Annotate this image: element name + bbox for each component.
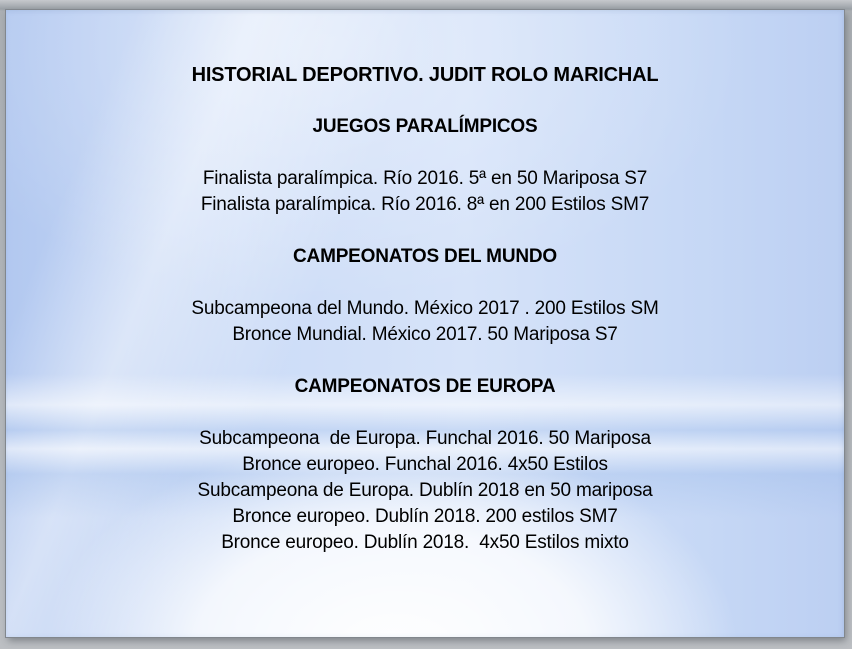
achievement-line: Subcampeona del Mundo. México 2017 . 200 Estilos SM: [191, 298, 659, 319]
achievement-line: Bronce europeo. Dublín 2018. 4x50 Estilos mixto: [221, 532, 629, 553]
page-title: HISTORIAL DEPORTIVO. JUDIT ROLO MARICHAL: [191, 64, 659, 86]
section-heading-juegos-paralimpicos: JUEGOS PARALÍMPICOS: [312, 116, 538, 137]
blank-line: [6, 88, 844, 114]
achievement-line: Bronce europeo. Funchal 2016. 4x50 Estilos: [242, 454, 608, 475]
blank-line: [6, 218, 844, 244]
section-heading-campeonatos-de-europa: CAMPEONATOS DE EUROPA: [294, 376, 556, 397]
blank-line: [6, 348, 844, 374]
section-heading-campeonatos-del-mundo: CAMPEONATOS DEL MUNDO: [293, 246, 557, 267]
blank-line: [6, 270, 844, 296]
blank-line: [6, 140, 844, 166]
achievement-line: Subcampeona de Europa. Funchal 2016. 50 Mariposa: [199, 428, 651, 449]
slide: [6, 10, 844, 637]
achievement-line: Bronce Mundial. México 2017. 50 Mariposa S7: [232, 324, 618, 345]
slide-text-block: [6, 10, 844, 556]
achievement-line: Subcampeona de Europa. Dublín 2018 en 50 mariposa: [197, 480, 653, 501]
achievement-line: Finalista paralímpica. Río 2016. 8ª en 200 Estilos SM7: [200, 194, 650, 215]
blank-line: [6, 400, 844, 426]
achievement-line: Finalista paralímpica. Río 2016. 5ª en 50 Mariposa S7: [202, 168, 648, 189]
achievement-line: Bronce europeo. Dublín 2018. 200 estilos SM7: [232, 506, 618, 527]
